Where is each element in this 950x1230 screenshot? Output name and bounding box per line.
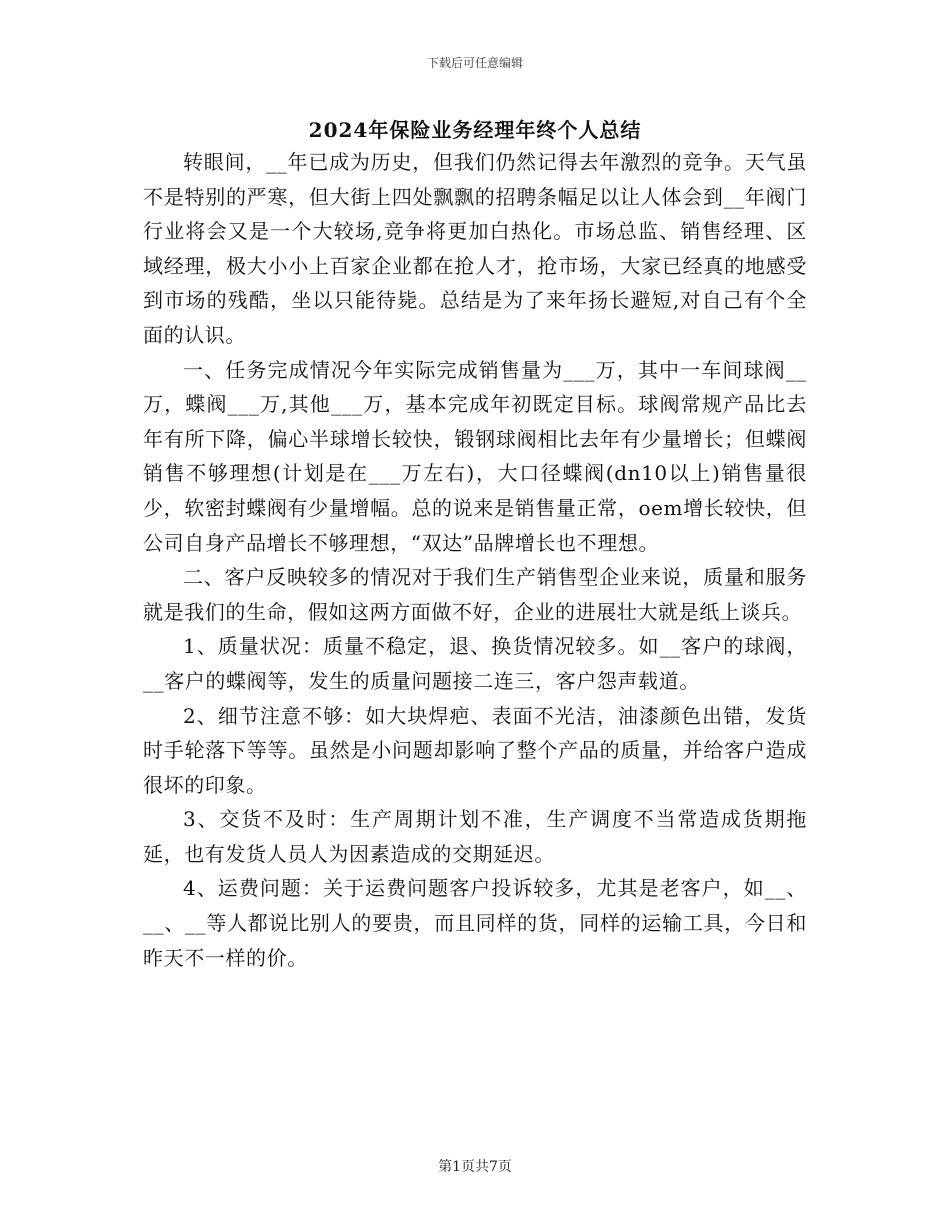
paragraph-task-completion: 一、任务完成情况今年实际完成销售量为___万，其中一车间球阀__万，蝶阀___万,其他___万，基本完成年初既定目标。球阀常规产品比去年有所下降，偏心半球增长较快，锻钢球阀相比去年有少量增长；但蝶阀销售不够理想(计划是在___万左右)，大口径蝶阀(dn10以上)销售量很少，软密封蝶阀有少量增幅。总的说来是销售量正常，oem增长较快，但公司自身产品增长不够理想，“双达”品牌增长也不理想。 [143, 357, 807, 555]
paragraph-quality: 1、质量状况：质量不稳定，退、换货情况较多。如__客户的球阀，__客户的蝶阀等，发生的质量问题接二连三，客户怨声载道。 [143, 634, 807, 693]
page-number: 第1页共7页 [438, 1159, 512, 1175]
document-title: 2024年保险业务经理年终个人总结 [308, 118, 642, 142]
paragraph-freight: 4、运费问题：关于运费问题客户投诉较多，尤其是老客户，如__、__、__等人都说比别人的要贵，而且同样的货，同样的运输工具，今日和昨天不一样的价。 [143, 876, 807, 970]
paragraph-intro: 转眼间，__年已成为历史，但我们仍然记得去年激烈的竞争。天气虽不是特别的严寒，但大街上四处飘飘的招聘条幅足以让人体会到__年阀门行业将会又是一个大较场,竞争将更加白热化。市场总监、销售经理、区域经理，极大小小上百家企业都在抢人才，抢市场，大家已经真的地感受到市场的残酷，坐以只能待毙。总结是为了来年扬长避短,对自己有个全面的认识。 [143, 150, 807, 347]
paragraph-customer-feedback: 二、客户反映较多的情况对于我们生产销售型企业来说，质量和服务就是我们的生命，假如这两方面做不好，企业的进展壮大就是纸上谈兵。 [143, 565, 807, 624]
paragraph-delivery: 3、交货不及时：生产周期计划不准，生产调度不当常造成货期拖延，也有发货人员人为因素造成的交期延迟。 [143, 807, 807, 866]
page-header-note: 下载后可任意编辑 [426, 56, 523, 70]
document-body [143, 145, 807, 975]
paragraph-details: 2、细节注意不够：如大块焊疤、表面不光洁，油漆颜色出错，发货时手轮落下等等。虽然是小问题却影响了整个产品的质量，并给客户造成很坏的印象。 [143, 703, 807, 797]
